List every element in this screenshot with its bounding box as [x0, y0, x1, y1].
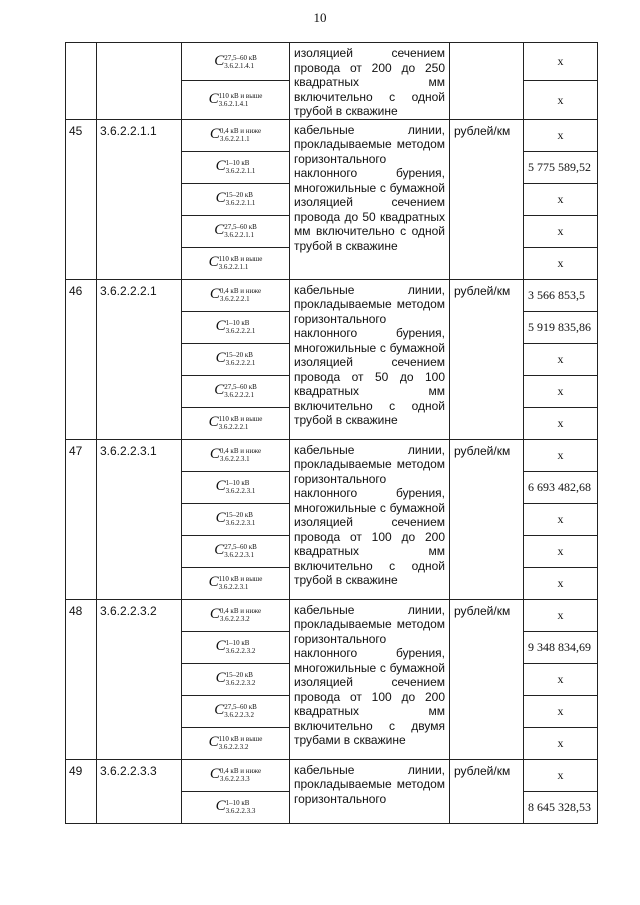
row-unit: рублей/км: [450, 599, 524, 759]
rate-symbol-indices: [224, 54, 257, 70]
table-row: [66, 119, 598, 151]
rate-code-subscript: 3.6.2.2.3.1: [225, 519, 256, 528]
voltage-level-label: 1–10 кВ: [225, 319, 250, 328]
rate-symbol: [182, 375, 290, 407]
rate-symbol: [182, 663, 290, 695]
rate-code-subscript: 3.6.2.2.2.1: [224, 391, 254, 400]
rate-value: x: [524, 599, 598, 631]
row-unit: рублей/км: [450, 279, 524, 439]
rate-code-subscript: 3.6.2.2.3.1: [225, 487, 256, 496]
row-number: 46: [66, 279, 97, 439]
rate-code-subscript: 3.6.2.2.3.2: [225, 679, 256, 688]
rate-code-subscript: 3.6.2.2.1.1: [225, 199, 256, 208]
rate-value: x: [524, 183, 598, 215]
rate-code-subscript: 3.6.2.2.1.1: [224, 231, 254, 240]
row-unit: [450, 43, 524, 120]
rate-symbol-letter: C: [214, 52, 225, 69]
rate-symbol-letter: C: [209, 765, 220, 782]
rate-symbol: [182, 759, 290, 791]
rate-symbol-letter: C: [214, 701, 225, 718]
voltage-level-label: 15–20 кВ: [225, 511, 253, 520]
rate-symbol-letter: C: [209, 445, 220, 462]
voltage-level-label: 110 кВ и выше: [218, 415, 263, 424]
rate-symbol-indices: [226, 351, 256, 367]
rate-symbol-indices: [220, 287, 261, 303]
rate-symbol: [182, 215, 290, 247]
row-code: 3.6.2.2.3.3: [97, 759, 182, 823]
rate-symbol: [182, 43, 290, 81]
rate-code-subscript: 3.6.2.2.3.2: [218, 743, 249, 752]
rate-value: x: [524, 407, 598, 439]
rate-symbol-indices: [220, 767, 261, 783]
voltage-level-label: 27,5–60 кВ: [224, 223, 257, 232]
row-description: кабельные линии, прокладываемые методом горизонтального: [290, 759, 450, 823]
rate-value: x: [524, 759, 598, 791]
rate-code-subscript: 3.6.2.2.2.1: [225, 359, 256, 368]
rate-symbol: [182, 599, 290, 631]
rate-value: x: [524, 439, 598, 471]
rate-symbol-indices: [226, 511, 256, 527]
rate-symbol-indices: [224, 543, 257, 559]
rate-symbol-letter: C: [208, 90, 219, 107]
row-code: 3.6.2.2.3.2: [97, 599, 182, 759]
page-number: 10: [313, 10, 327, 25]
rate-code-subscript: 3.6.2.2.3.2: [224, 711, 254, 720]
row-description: изоляцией сечением провода от 200 до 250 квадратных мм включительно с одной трубой в скважине: [290, 43, 450, 120]
rate-value: x: [524, 43, 598, 81]
voltage-level-label: 1–10 кВ: [225, 479, 250, 488]
row-number: 49: [66, 759, 97, 823]
rate-code-subscript: 3.6.2.2.1.1: [225, 167, 256, 176]
rate-symbol-letter: C: [215, 477, 226, 494]
rate-symbol: [182, 535, 290, 567]
rate-code-subscript: 3.6.2.2.2.1: [218, 423, 249, 432]
rate-code-subscript: 3.6.2.1.4.1: [218, 100, 249, 108]
row-unit: рублей/км: [450, 439, 524, 599]
rate-symbol-letter: C: [214, 541, 225, 558]
voltage-level-label: 110 кВ и выше: [218, 735, 263, 744]
row-description: кабельные линии, прокладываемые методом горизонтального наклонного бурения, многожильные с бумажной изоляцией сечением провода до 50 квадратных мм включительно с одной трубой в скважине: [290, 119, 450, 279]
rate-value: x: [524, 375, 598, 407]
rate-symbol-indices: [219, 415, 263, 431]
row-description: кабельные линии, прокладываемые методом горизонтального наклонного бурения, многожильные с бумажной изоляцией сечением провода от 50 до 100 квадратных мм включительно с одной трубой в скважине: [290, 279, 450, 439]
voltage-level-label: 110 кВ и выше: [218, 575, 263, 584]
rate-value: 5 919 835,86: [524, 311, 598, 343]
voltage-level-label: 27,5–60 кВ: [224, 703, 257, 712]
rate-value: x: [524, 535, 598, 567]
voltage-level-label: 1–10 кВ: [225, 159, 250, 168]
rate-symbol: [182, 631, 290, 663]
rate-code-subscript: 3.6.2.1.4.1: [224, 61, 254, 70]
voltage-level-label: 0,4 кВ и ниже: [219, 287, 262, 296]
voltage-level-label: 110 кВ и выше: [218, 92, 263, 100]
rate-symbol: [182, 695, 290, 727]
rate-symbol-indices: [220, 447, 261, 463]
rate-symbol-letter: C: [209, 125, 220, 142]
rate-symbol-indices: [220, 127, 261, 143]
row-unit: рублей/км: [450, 759, 524, 823]
rate-symbol-letter: C: [215, 189, 226, 206]
rate-symbol: [182, 791, 290, 823]
rate-code-subscript: 3.6.2.2.3.2: [219, 615, 250, 624]
rate-code-subscript: 3.6.2.2.2.1: [219, 295, 250, 304]
rate-symbol: [182, 727, 290, 759]
row-description: кабельные линии, прокладываемые методом горизонтального наклонного бурения, многожильные с бумажной изоляцией сечением провода от 100 до 200 квадратных мм включительно с одной трубой в скважине: [290, 439, 450, 599]
rate-value: x: [524, 663, 598, 695]
voltage-level-label: 110 кВ и выше: [218, 255, 263, 264]
rate-symbol: [182, 279, 290, 311]
table-row: [66, 279, 598, 311]
voltage-level-label: 1–10 кВ: [225, 639, 250, 648]
rate-value: x: [524, 567, 598, 599]
rate-code-subscript: 3.6.2.2.1.1: [218, 263, 249, 272]
rate-value: x: [524, 247, 598, 279]
rate-code-subscript: 3.6.2.2.3.2: [225, 647, 256, 656]
rate-code-subscript: 3.6.2.2.3.1: [219, 455, 250, 464]
rate-value: x: [524, 81, 598, 119]
rate-symbol-indices: [219, 575, 263, 591]
rate-code-subscript: 3.6.2.2.1.1: [219, 135, 250, 144]
voltage-level-label: 15–20 кВ: [225, 351, 253, 360]
rate-symbol-letter: C: [215, 509, 226, 526]
rate-symbol-indices: [226, 191, 256, 207]
rate-symbol-letter: C: [215, 669, 226, 686]
rate-symbol-letter: C: [214, 381, 225, 398]
rate-symbol-indices: [226, 671, 256, 687]
voltage-level-label: 27,5–60 кВ: [224, 383, 257, 392]
rate-symbol-indices: [226, 159, 256, 175]
rate-symbol-indices: [219, 735, 263, 751]
rate-value: x: [524, 727, 598, 759]
rate-symbol: [182, 567, 290, 599]
rate-symbol: [182, 119, 290, 151]
rate-symbol-indices: [224, 383, 257, 399]
rate-code-subscript: 3.6.2.2.2.1: [225, 327, 256, 336]
tariff-table-body: [66, 43, 598, 824]
tariff-table: [65, 42, 598, 824]
rate-symbol-indices: [226, 799, 256, 815]
rate-symbol: [182, 81, 290, 119]
voltage-level-label: 0,4 кВ и ниже: [219, 127, 262, 136]
voltage-level-label: 0,4 кВ и ниже: [219, 447, 262, 456]
rate-symbol-letter: C: [209, 605, 220, 622]
rate-symbol: [182, 471, 290, 503]
rate-symbol: [182, 343, 290, 375]
rate-symbol-indices: [219, 92, 263, 108]
rate-symbol: [182, 247, 290, 279]
rate-symbol: [182, 311, 290, 343]
table-row: [66, 439, 598, 471]
rate-value: 9 348 834,69: [524, 631, 598, 663]
voltage-level-label: 27,5–60 кВ: [224, 543, 257, 552]
rate-code-subscript: 3.6.2.2.3.1: [224, 551, 254, 560]
rate-symbol-letter: C: [215, 349, 226, 366]
rate-value: x: [524, 215, 598, 247]
rate-value: x: [524, 343, 598, 375]
row-code: 3.6.2.2.1.1: [97, 119, 182, 279]
rate-symbol-letter: C: [209, 285, 220, 302]
rate-symbol-indices: [226, 639, 256, 655]
row-code: 3.6.2.2.3.1: [97, 439, 182, 599]
rate-value: x: [524, 119, 598, 151]
rate-symbol-indices: [226, 319, 256, 335]
rate-value: x: [524, 503, 598, 535]
rate-symbol-letter: C: [208, 253, 219, 270]
row-number: 47: [66, 439, 97, 599]
rate-value: 3 566 853,5: [524, 279, 598, 311]
rate-symbol-letter: C: [214, 221, 225, 238]
rate-symbol-letter: C: [208, 733, 219, 750]
rate-symbol: [182, 503, 290, 535]
rate-value: 8 645 328,53: [524, 791, 598, 823]
rate-symbol: [182, 407, 290, 439]
voltage-level-label: 15–20 кВ: [225, 191, 253, 200]
voltage-level-label: 27,5–60 кВ: [224, 53, 257, 62]
row-number: [66, 43, 97, 120]
row-number: 45: [66, 119, 97, 279]
rate-value: 5 775 589,52: [524, 151, 598, 183]
row-code: [97, 43, 182, 120]
rate-symbol-letter: C: [208, 413, 219, 430]
rate-value: x: [524, 695, 598, 727]
row-number: 48: [66, 599, 97, 759]
rate-symbol-indices: [224, 223, 257, 239]
row-unit: рублей/км: [450, 119, 524, 279]
voltage-level-label: 15–20 кВ: [225, 671, 253, 680]
rate-symbol: [182, 151, 290, 183]
rate-symbol-letter: C: [215, 797, 226, 814]
row-code: 3.6.2.2.2.1: [97, 279, 182, 439]
rate-value: 6 693 482,68: [524, 471, 598, 503]
rate-symbol-indices: [220, 607, 261, 623]
voltage-level-label: 0,4 кВ и ниже: [219, 767, 262, 776]
rate-symbol-letter: C: [215, 317, 226, 334]
voltage-level-label: 0,4 кВ и ниже: [219, 607, 262, 616]
rate-symbol-indices: [226, 479, 256, 495]
rate-symbol-letter: C: [208, 573, 219, 590]
voltage-level-label: 1–10 кВ: [225, 799, 250, 808]
rate-symbol-indices: [224, 703, 257, 719]
rate-code-subscript: 3.6.2.2.3.1: [218, 583, 249, 592]
rate-symbol: [182, 183, 290, 215]
rate-code-subscript: 3.6.2.2.3.3: [225, 807, 256, 816]
row-description: кабельные линии, прокладываемые методом горизонтального наклонного бурения, многожильные с бумажной изоляцией сечением провода от 100 до 200 квадратных мм включительно с двумя трубами в скважине: [290, 599, 450, 759]
table-row: [66, 759, 598, 791]
rate-symbol-letter: C: [215, 157, 226, 174]
rate-symbol: [182, 439, 290, 471]
rate-symbol-indices: [219, 255, 263, 271]
table-row: [66, 599, 598, 631]
table-row: [66, 43, 598, 81]
rate-code-subscript: 3.6.2.2.3.3: [219, 775, 250, 784]
rate-symbol-letter: C: [215, 637, 226, 654]
